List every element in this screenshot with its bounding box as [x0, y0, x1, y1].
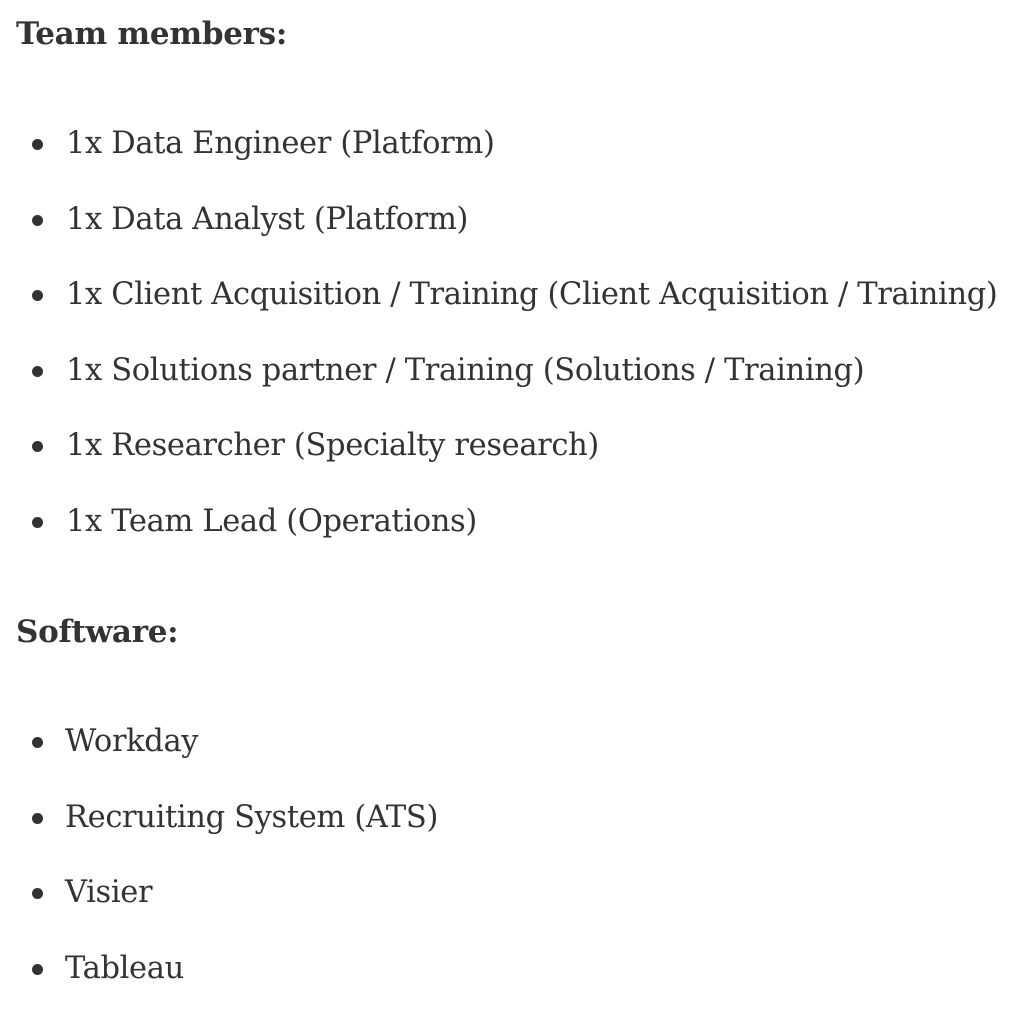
list-item-text: 1x Client Acquisition / Training (Client Acquisition / Training)	[66, 275, 997, 315]
list-item	[0, 949, 1024, 1024]
bullet-icon	[32, 441, 43, 452]
list-item-text: 1x Data Analyst (Platform)	[66, 200, 468, 240]
list-item	[0, 275, 1024, 351]
list-item-text: 1x Solutions partner / Training (Solutions / Training)	[66, 351, 864, 391]
list-item	[0, 200, 1024, 276]
bullet-icon	[32, 139, 43, 150]
list-item-text: Workday	[65, 722, 198, 762]
bullet-icon	[32, 366, 43, 377]
list-item	[0, 351, 1024, 427]
bullet-icon	[32, 737, 43, 748]
software-heading: Software:	[16, 612, 178, 652]
list-item-text: 1x Researcher (Specialty research)	[66, 426, 599, 466]
software-list	[0, 722, 1024, 1024]
bullet-icon	[32, 888, 43, 899]
list-item	[0, 873, 1024, 949]
bullet-icon	[32, 517, 43, 528]
list-item	[0, 124, 1024, 200]
bullet-icon	[32, 215, 43, 226]
list-item	[0, 722, 1024, 798]
list-item	[0, 502, 1024, 578]
list-item	[0, 426, 1024, 502]
list-item-text: 1x Data Engineer (Platform)	[66, 124, 495, 164]
bullet-icon	[32, 964, 43, 975]
list-item-text: Recruiting System (ATS)	[65, 798, 438, 838]
team-members-list	[0, 124, 1024, 577]
bullet-icon	[32, 813, 43, 824]
list-item-text: Tableau	[65, 949, 184, 989]
team-members-heading: Team members:	[16, 14, 287, 54]
list-item-text: 1x Team Lead (Operations)	[66, 502, 477, 542]
bullet-icon	[32, 290, 43, 301]
list-item	[0, 798, 1024, 874]
list-item-text: Visier	[65, 873, 152, 913]
